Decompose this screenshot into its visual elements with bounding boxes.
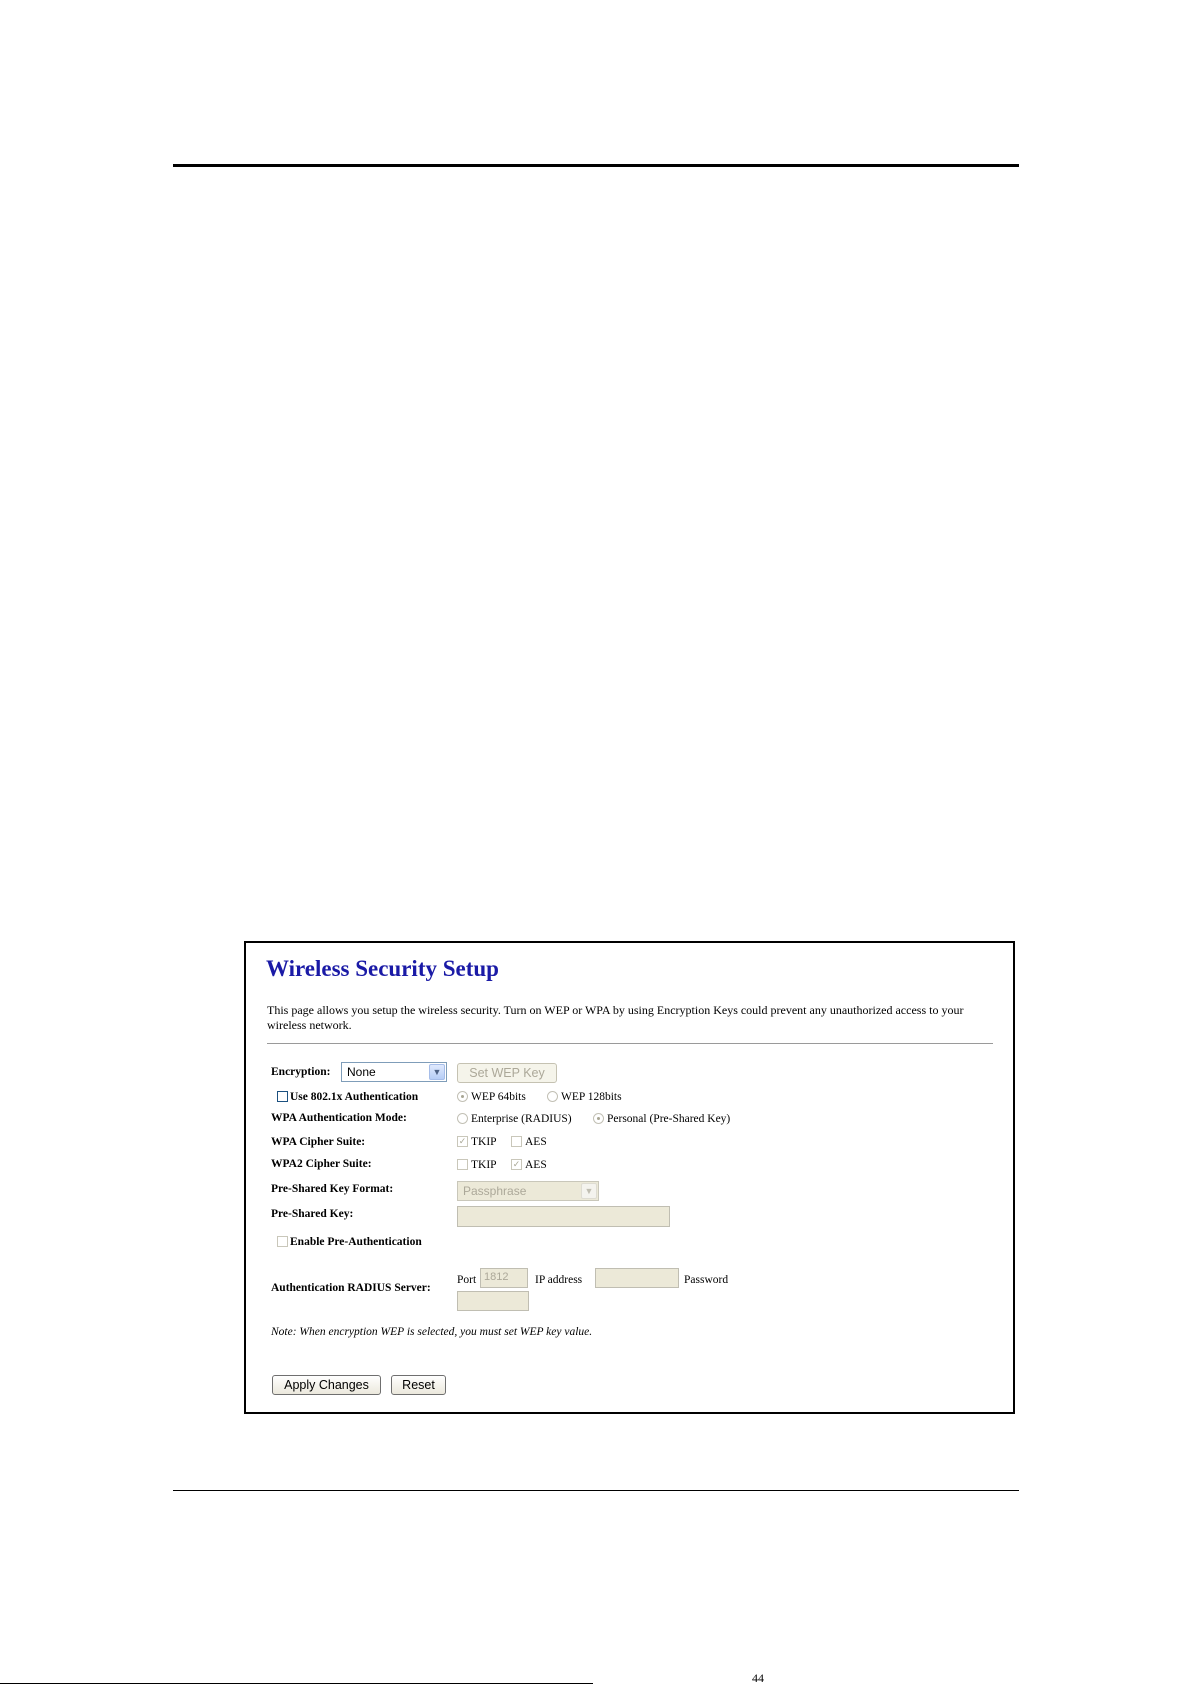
wpa-cipher-label: WPA Cipher Suite: <box>271 1136 366 1148</box>
wpa2-cipher-label: WPA2 Cipher Suite: <box>271 1158 372 1170</box>
radius-ip-input[interactable] <box>595 1268 679 1288</box>
wep-128bits-radio[interactable] <box>547 1091 558 1102</box>
wpa-aes-checkbox[interactable] <box>511 1136 522 1147</box>
encryption-select-value: None <box>347 1065 376 1079</box>
psk-input[interactable] <box>457 1206 670 1227</box>
radius-port-label: Port <box>457 1274 477 1286</box>
wep-note: Note: When encryption WEP is selected, you must set WEP key value. <box>271 1326 593 1338</box>
enterprise-radius-radio[interactable] <box>457 1113 468 1124</box>
footer-line <box>0 1683 593 1684</box>
wpa2-tkip-label: TKIP <box>471 1159 497 1171</box>
chevron-down-icon[interactable]: ▼ <box>581 1183 597 1199</box>
psk-format-select[interactable] <box>457 1181 599 1201</box>
wireless-security-panel <box>244 941 1015 1414</box>
wpa2-tkip-checkbox[interactable] <box>457 1159 468 1170</box>
wep-64bits-label: WEP 64bits <box>471 1091 526 1103</box>
radius-port-input[interactable]: 1812 <box>480 1268 528 1288</box>
divider <box>267 1043 993 1044</box>
radius-ip-label: IP address <box>535 1274 583 1286</box>
wep-64bits-radio[interactable] <box>457 1091 468 1102</box>
wpa-aes-label: AES <box>525 1136 547 1148</box>
wpa-auth-mode-label: WPA Authentication Mode: <box>271 1112 407 1124</box>
reset-button[interactable]: Reset <box>391 1375 446 1395</box>
page-description: This page allows you setup the wireless security. Turn on WEP or WPA by using Encryption Keys could prevent any unauthorized access to your wireless network. <box>267 1003 964 1032</box>
header-rule <box>173 164 1019 167</box>
encryption-select[interactable] <box>341 1062 447 1082</box>
pre-auth-label: Enable Pre-Authentication <box>290 1236 422 1248</box>
apply-changes-button[interactable]: Apply Changes <box>272 1375 381 1395</box>
radius-password-input[interactable] <box>457 1291 529 1311</box>
radius-server-label: Authentication RADIUS Server: <box>271 1282 431 1294</box>
wpa-tkip-checkbox[interactable]: ✓ <box>458 1136 467 1146</box>
wpa2-aes-label: AES <box>525 1159 547 1171</box>
personal-psk-radio[interactable] <box>593 1113 604 1124</box>
psk-label: Pre-Shared Key: <box>271 1208 354 1220</box>
psk-format-label: Pre-Shared Key Format: <box>271 1183 394 1195</box>
page-number: 44 <box>752 1671 764 1685</box>
set-wep-key-button[interactable]: Set WEP Key <box>457 1063 557 1083</box>
page-title: Wireless Security Setup <box>266 956 499 981</box>
chevron-down-icon[interactable]: ▼ <box>429 1064 445 1080</box>
enterprise-radius-label: Enterprise (RADIUS) <box>471 1113 572 1125</box>
radius-password-label: Password <box>684 1274 729 1286</box>
use-8021x-label: Use 802.1x Authentication <box>290 1091 419 1103</box>
pre-auth-checkbox[interactable] <box>277 1236 288 1247</box>
wep-128bits-label: WEP 128bits <box>561 1091 622 1103</box>
personal-psk-label: Personal (Pre-Shared Key) <box>607 1113 731 1125</box>
encryption-label: Encryption: <box>271 1066 331 1078</box>
wpa-tkip-label: TKIP <box>471 1136 497 1148</box>
use-8021x-checkbox[interactable] <box>277 1091 288 1102</box>
footer-rule <box>173 1490 1019 1491</box>
psk-format-value: Passphrase <box>463 1184 527 1198</box>
wpa2-aes-checkbox[interactable]: ✓ <box>512 1159 521 1169</box>
